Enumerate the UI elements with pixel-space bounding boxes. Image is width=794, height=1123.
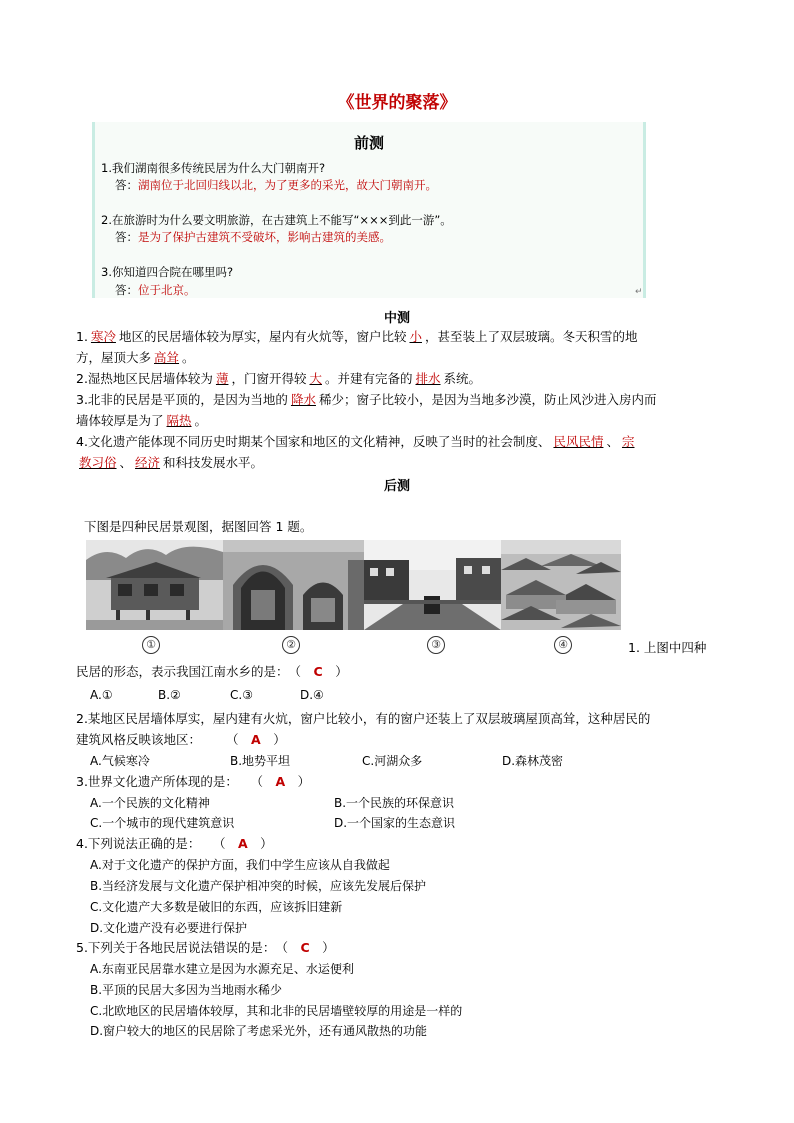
q2-answer: A <box>251 732 261 747</box>
q5-stem: 5.下列关于各地民居说法错误的是： （ C ） <box>76 940 335 955</box>
mid-line-7: 教习俗 、 经济 和科技发展水平。 <box>76 454 263 472</box>
photo-dwelling-1 <box>86 540 223 630</box>
page-title: 《世界的聚落》 <box>337 93 457 113</box>
blank: 大 <box>309 371 322 386</box>
q1-stem: 民居的形态，表示我国江南水乡的是： （ C ） <box>76 664 348 679</box>
pre-answer-3 <box>115 282 196 298</box>
blank: 薄 <box>215 371 229 386</box>
q5-option-b: B.平顶的民居大多因为当地雨水稀少 <box>90 983 283 997</box>
post-test-heading: 后测 <box>383 479 410 494</box>
answer-prefix: 答： <box>115 178 138 192</box>
caption-4: ④ <box>552 636 574 654</box>
mid-line-2: 方，屋顶大多 高耸 。 <box>76 350 195 365</box>
q2-option-b: B.地势平坦 <box>230 754 291 768</box>
blank: 隔热 <box>166 413 192 428</box>
blank: 教习俗 <box>79 455 117 470</box>
pre-question-1: 1.我们湖南很多传统民居为什么大门朝南开? <box>101 161 326 175</box>
q3-option-d: D.一个国家的生态意识 <box>334 816 456 830</box>
photo-dwelling-4 <box>501 540 621 630</box>
pre-test-box <box>92 122 646 298</box>
answer-text: 位于北京。 <box>138 283 196 297</box>
q3-answer: A <box>275 774 286 789</box>
pre-question-3: 3.你知道四合院在哪里吗? <box>101 265 234 279</box>
answer-text: 湖南位于北回归线以北，为了更多的采光，故大门朝南开。 <box>138 178 437 192</box>
post-intro: 下图是四种民居景观图，据图回答 1 题。 <box>84 519 313 534</box>
q2-option-c: C.河湖众多 <box>362 754 423 768</box>
mid-line-1: 1. 寒冷 地区的民居墙体较为厚实，屋内有火炕等，窗户比较 小 ，甚至装上了双层玻璃。冬天积雪的地 <box>76 329 638 344</box>
mid-line-5: 墙体较厚是为了 隔热 。 <box>76 413 208 428</box>
pre-answer-2 <box>115 229 391 245</box>
blank: 宗 <box>621 434 635 449</box>
q5-option-d: D.窗户较大的地区的民居除了考虑采光外，还有通风散热的功能 <box>90 1024 428 1038</box>
q1-answer: C <box>313 664 323 679</box>
blank: 降水 <box>290 392 316 407</box>
answer-text: 是为了保护古建筑不受破坏，影响古建筑的美感。 <box>138 230 391 244</box>
q2-option-d: D.森林茂密 <box>502 754 564 768</box>
q1-option-d: D.④ <box>300 688 324 702</box>
q3-option-a: A.一个民族的文化精神 <box>90 796 210 810</box>
q4-stem: 4.下列说法正确的是： （ A ） <box>76 836 273 851</box>
answer-prefix: 答： <box>115 230 138 244</box>
blank: 民风民情 <box>553 434 604 449</box>
q4-option-c: C.文化遗产大多数是破旧的东西，应该拆旧建新 <box>90 900 343 914</box>
photo-dwelling-2 <box>223 540 364 630</box>
q3-option-c: C.一个城市的现代建筑意识 <box>90 816 235 830</box>
q4-option-b: B.当经济发展与文化遗产保护相冲突的时候，应该先发展后保护 <box>90 879 427 893</box>
q2-option-a: A.气候寒冷 <box>90 754 150 768</box>
q2-stem-2: 建筑风格反映该地区： （ A ） <box>76 732 286 747</box>
blank: 经济 <box>135 455 161 470</box>
caption-2: ② <box>280 636 302 654</box>
mid-line-6: 4.文化遗产能体现不同历史时期某个国家和地区的文化精神，反映了当时的社会制度、 民风民情 、 宗 <box>76 433 637 451</box>
blank: 排水 <box>415 371 441 386</box>
answer-prefix: 答： <box>115 283 138 297</box>
q5-answer: C <box>300 940 310 955</box>
q1-option-c: C.③ <box>230 688 253 702</box>
q4-option-d: D.文化遗产没有必要进行保护 <box>90 921 248 935</box>
q1-option-b: B.② <box>158 688 181 702</box>
pre-question-2: 2.在旅游时为什么要文明旅游，在古建筑上不能写“×××到此一游”。 <box>101 213 452 227</box>
blank: 高耸 <box>154 350 180 365</box>
photo-dwelling-3 <box>364 540 501 630</box>
q1-option-a: A.① <box>90 688 113 702</box>
q2-stem-1: 2.某地区民居墙体厚实，屋内建有火炕，窗户比较小，有的窗户还装上了双层玻璃屋顶高耸，这种居民的 <box>76 711 651 726</box>
q5-option-a: A.东南亚民居靠水建立是因为水源充足、水运便利 <box>90 962 354 976</box>
caption-3: ③ <box>425 636 447 654</box>
q3-option-b: B.一个民族的环保意识 <box>334 796 455 810</box>
mid-test-heading: 中测 <box>383 311 410 326</box>
q3-stem: 3.世界文化遗产所体现的是： （ A ） <box>76 774 311 789</box>
blank: 小 <box>409 329 422 344</box>
pre-test-heading: 前测 <box>353 134 384 152</box>
q4-answer: A <box>237 836 248 851</box>
q5-option-c: C.北欧地区的民居墙体较厚，其和北非的民居墙壁较厚的用途是一样的 <box>90 1004 463 1018</box>
q1-stem-start: 1. 上图中四种 <box>628 640 707 655</box>
mid-line-3: 2.湿热地区民居墙体较为 薄 ，门窗开得较 大 。并建有完备的 排水 系统。 <box>76 371 482 386</box>
q4-option-a: A.对于文化遗产的保护方面，我们中学生应该从自我做起 <box>90 858 390 872</box>
return-mark: ↵ <box>635 287 643 297</box>
mid-line-4: 3.北非的民居是平顶的，是因为当地的 降水 稀少；窗子比较小，是因为当地多沙漠，防止风沙进入房内而 <box>76 392 657 407</box>
caption-1: ① <box>140 636 162 654</box>
blank: 寒冷 <box>90 329 116 344</box>
pre-answer-1 <box>115 177 437 193</box>
